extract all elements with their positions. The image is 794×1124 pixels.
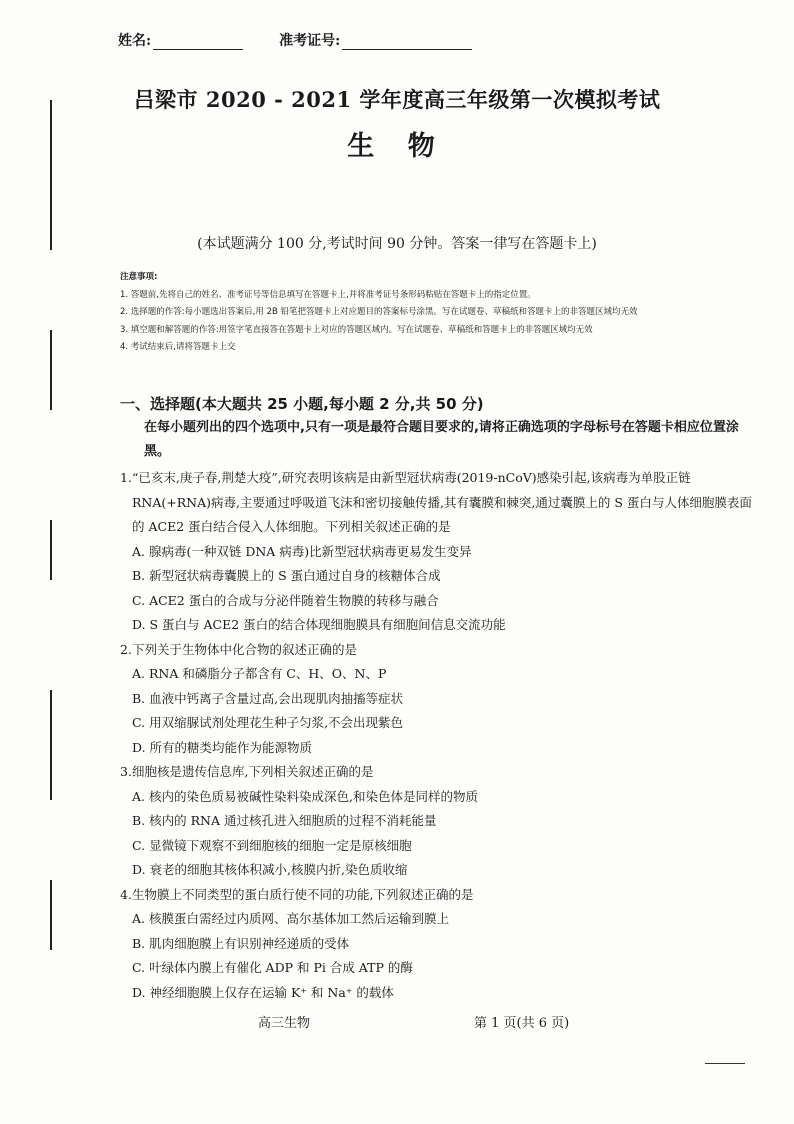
binding-line xyxy=(50,690,52,800)
name-label: 姓名: xyxy=(118,33,152,49)
subject-title: 生 物 xyxy=(347,131,447,162)
name-field[interactable] xyxy=(118,30,243,50)
binding-line xyxy=(50,330,52,410)
exam-id-field[interactable] xyxy=(279,30,472,50)
option-b: B. 肌肉细胞膜上有识别神经递质的受体 xyxy=(132,935,350,951)
section-heading: 一、选择题(本大题共 25 小题,每小题 2 分,共 50 分) xyxy=(120,395,484,413)
option-a: A. 核膜蛋白需经过内质网、高尔基体加工然后运输到膜上 xyxy=(132,911,449,926)
section-instruction: 在每小题列出的四个选项中,只有一项是最符合题目要求的,请将正确选项的字母标号在答题卡相应位置涂黑。 xyxy=(144,420,739,459)
exam-info: (本试题满分 100 分,考试时间 90 分钟。答案一律写在答题卡上) xyxy=(197,236,597,252)
note-item: 2. 选择题的作答:每小题选出答案后,用 2B 铅笔把答题卡上对应题目的答案标号涂黑。写在试题卷、草稿纸和答题卡上的非答题区域均无效 xyxy=(120,307,638,317)
question-1 xyxy=(120,466,760,638)
choice-section xyxy=(120,393,760,1005)
question-3 xyxy=(120,760,760,883)
footer-page-number: 第 1 页(共 6 页) xyxy=(474,1016,570,1031)
question-list xyxy=(120,466,760,1005)
note-item: 4. 考试结束后,请将答题卡上交 xyxy=(120,342,236,352)
note-item: 3. 填空题和解答题的作答:用签字笔直接答在答题卡上对应的答题区域内。写在试题卷、草稿纸和答题卡上的非答题区域均无效 xyxy=(120,324,593,335)
exam-id-blank[interactable] xyxy=(342,35,472,50)
binding-line xyxy=(50,520,52,580)
question-2 xyxy=(120,638,760,761)
option-a: A. 核内的染色质易被碱性染料染成深色,和染色体是同样的物质 xyxy=(132,788,478,804)
binding-line xyxy=(50,880,52,950)
option-c: C. 叶绿体内膜上有催化 ADP 和 Pi 合成 ATP 的酶 xyxy=(132,960,413,975)
question-stem: “已亥末,庚子春,荆楚大疫”,研究表明该病是由新型冠状病毒(2019-nCoV)感染引起,该病毒为单股正链 RNA(+RNA)病毒,主要通过呼吸道飞沫和密切接触传播,其有囊膜和棘突,通过囊膜上的 S 蛋白与人体细胞膜表面的 ACE2 蛋白结合侵入人体细胞。下列相关叙述正确的是 xyxy=(132,470,752,534)
question-stem: 下列关于生物体中化合物的叙述正确的是 xyxy=(132,641,358,657)
exam-id-label: 准考证号: xyxy=(279,33,341,49)
question-number: 3. xyxy=(120,764,132,779)
option-b: B. 血液中钙离子含量过高,会出现肌肉抽搐等症状 xyxy=(132,690,404,706)
question-number: 4. xyxy=(120,886,132,902)
option-b: B. 核内的 RNA 通过核孔进入细胞质的过程不消耗能量 xyxy=(132,813,437,828)
question-stem: 细胞核是遗传信息库,下列相关叙述正确的是 xyxy=(132,764,374,779)
question-stem: 生物膜上不同类型的蛋白质行使不同的功能,下列叙述正确的是 xyxy=(132,886,474,902)
notes xyxy=(120,269,760,357)
option-d: D. 神经细胞膜上仅存在运输 K⁺ 和 Na⁺ 的载体 xyxy=(132,984,394,1000)
option-c: C. ACE2 蛋白的合成与分泌伴随着生物膜的转移与融合 xyxy=(132,592,439,608)
header-fields xyxy=(118,30,472,50)
name-blank[interactable] xyxy=(153,35,243,50)
binding-line xyxy=(50,100,52,250)
question-4 xyxy=(120,883,760,1006)
exam-title: 吕梁市 2020 - 2021 学年度高三年级第一次模拟考试 xyxy=(133,87,661,112)
option-c: C. 显微镜下观察不到细胞核的细胞一定是原核细胞 xyxy=(132,837,412,853)
option-a: A. RNA 和磷脂分子都含有 C、H、O、N、P xyxy=(132,666,387,681)
corner-mark xyxy=(705,1063,745,1064)
option-d: D. 所有的糖类均能作为能源物质 xyxy=(132,739,313,755)
note-item: 1. 答题前,先将自己的姓名、准考证号等信息填写在答题卡上,并将准考证号条形码粘贴在答题卡上的指定位置。 xyxy=(120,289,536,300)
footer-subject: 高三生物 xyxy=(258,1016,311,1031)
option-d: D. 衰老的细胞其核体积减小,核膜内折,染色质收缩 xyxy=(132,862,408,877)
notes-title: 注意事项: xyxy=(120,272,158,282)
option-a: A. 腺病毒(一种双链 DNA 病毒)比新型冠状病毒更易发生变异 xyxy=(132,543,472,559)
option-b: B. 新型冠状病毒囊膜上的 S 蛋白通过自身的核糖体合成 xyxy=(132,568,441,583)
question-number: 2. xyxy=(120,641,132,657)
option-d: D. S 蛋白与 ACE2 蛋白的结合体现细胞膜具有细胞间信息交流功能 xyxy=(132,617,506,632)
question-number: 1. xyxy=(120,470,132,485)
option-c: C. 用双缩脲试剂处理花生种子匀浆,不会出现紫色 xyxy=(132,715,404,730)
